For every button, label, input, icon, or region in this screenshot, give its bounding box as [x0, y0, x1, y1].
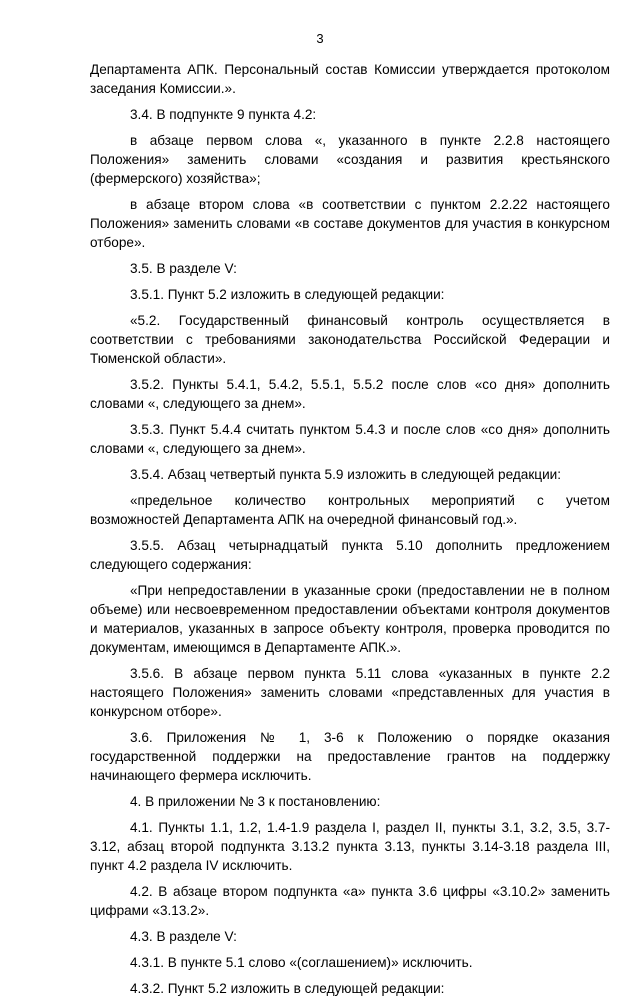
paragraph: 3.5.2. Пункты 5.4.1, 5.4.2, 5.5.1, 5.5.2 после слов «со дня» дополнить словами «, следующего за днем».: [90, 377, 610, 411]
paragraph: 4.2. В абзаце втором подпункта «а» пункта 3.6 цифры «3.10.2» заменить цифрами «3.13.2».: [90, 884, 610, 918]
paragraph: Департамента АПК. Персональный состав Комиссии утверждается протоколом заседания Комиссии.».: [90, 62, 610, 96]
paragraph: в абзаце первом слова «, указанного в пункте 2.2.8 настоящего Положения» заменить словами «создания и развития крестьянского (фермерского) хозяйства»;: [90, 133, 610, 186]
paragraph: 3.6. Приложения № 1, 3-6 к Положению о порядке оказания государственной поддержки на предоставление грантов на поддержку начинающего фермера исключить.: [90, 730, 610, 783]
paragraph: «5.2. Государственный финансовый контроль осуществляется в соответствии с требованиями законодательства Российской Федерации и Тюменской области».: [90, 313, 610, 366]
paragraph: 3.5.6. В абзаце первом пункта 5.11 слова «указанных в пункте 2.2 настоящего Положения» заменить словами «представленных для участия в конкурсном отборе».: [90, 666, 610, 719]
paragraph: 3.5.1. Пункт 5.2 изложить в следующей редакции:: [130, 287, 445, 302]
paragraph: 3.5.5. Абзац четырнадцатый пункта 5.10 дополнить предложением следующего содержания:: [90, 538, 610, 572]
paragraph: 3.5.3. Пункт 5.4.4 считать пунктом 5.4.3 и после слов «со дня» дополнить словами «, следующего за днем».: [90, 422, 610, 456]
document-body: [90, 60, 610, 1005]
paragraph: 4.3. В разделе V:: [130, 929, 237, 944]
paragraph: «предельное количество контрольных мероприятий с учетом возможностей Департамента АПК на очередной финансовый год.».: [90, 493, 610, 527]
paragraph: 4.1. Пункты 1.1, 1.2, 1.4-1.9 раздела I, раздел II, пункты 3.1, 3.2, 3.5, 3.7-3.12, абзац второй подпункта 3.13.2 пункта 3.13, пункты 3.14-3.18 раздела III, пункт 4.2 раздела IV исключить.: [90, 820, 610, 873]
paragraph: в абзаце втором слова «в соответствии с пунктом 2.2.22 настоящего Положения» заменить словами «в составе документов для участия в конкурсном отборе».: [90, 197, 610, 250]
paragraph: 3.5.4. Абзац четвертый пункта 5.9 изложить в следующей редакции:: [130, 467, 562, 482]
paragraph: 3.5. В разделе V:: [130, 261, 237, 276]
paragraph: 4.3.2. Пункт 5.2 изложить в следующей редакции:: [130, 981, 445, 996]
paragraph: «При непредоставлении в указанные сроки (предоставлении не в полном объеме) или несвоевременном предоставлении объектами контроля документов и материалов, указанных в запросе объекту контроля, проверка проводится по документам, имеющимся в Департаменте АПК.».: [90, 583, 610, 655]
page-number: 3: [316, 31, 324, 46]
paragraph: 3.4. В подпункте 9 пункта 4.2:: [130, 107, 317, 122]
paragraph: 4. В приложении № 3 к постановлению:: [130, 794, 381, 809]
paragraph: 4.3.1. В пункте 5.1 слово «(соглашением)» исключить.: [130, 955, 473, 970]
